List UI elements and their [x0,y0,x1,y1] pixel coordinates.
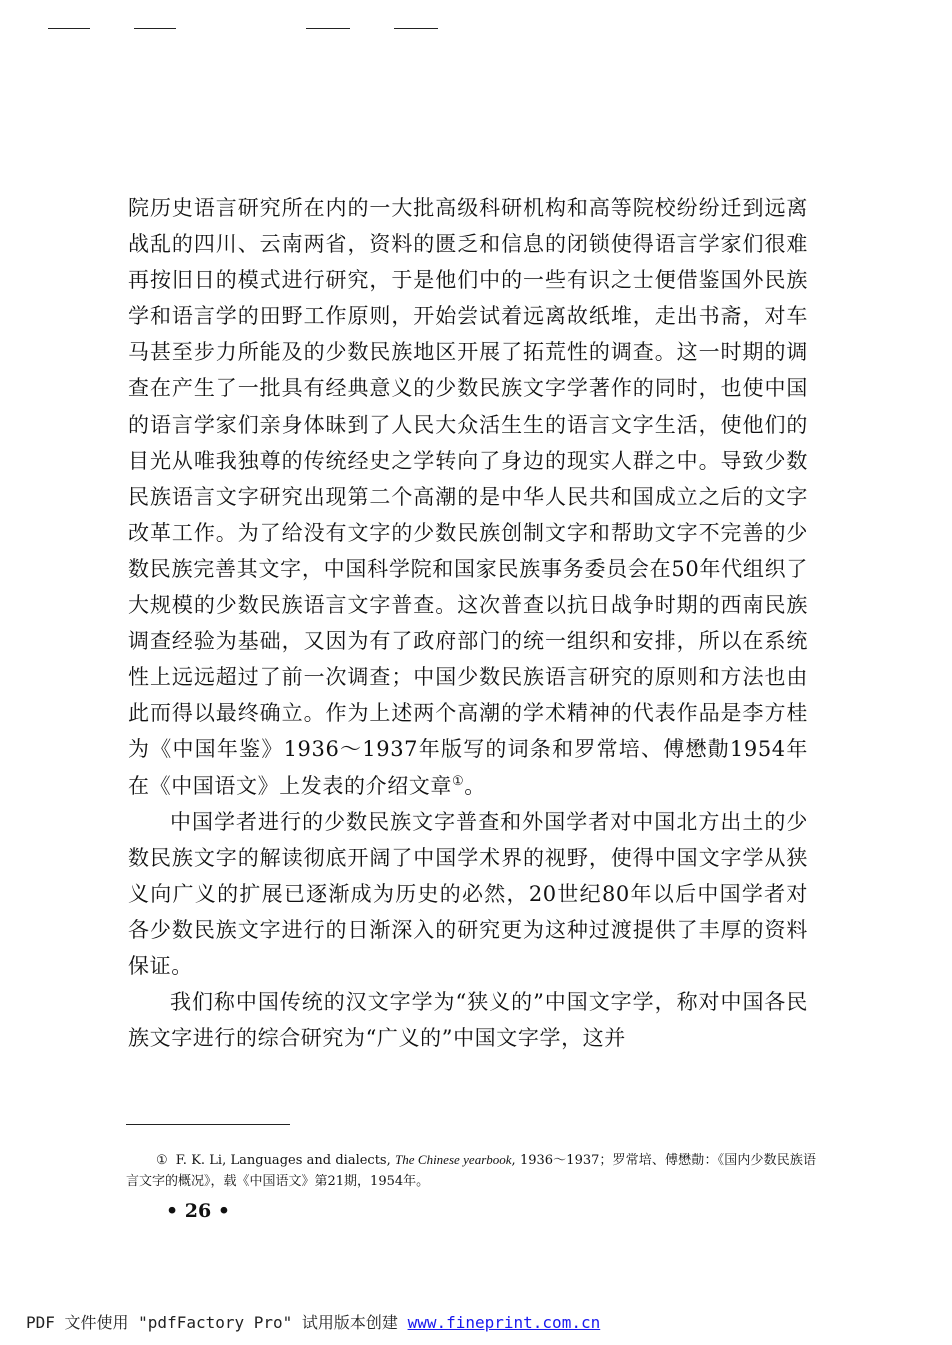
footnote-part1: F. K. Li, Languages and dialects, [175,1153,391,1168]
paragraph-3: 我们称中国传统的汉文字学为“狭义的”中国文字学，称对中国各民族文字进行的综合研究为“广义的”中国文字学，这并 [128,990,808,1051]
page-number: • 26 • [166,1200,230,1222]
header-rule-3 [306,28,350,29]
header-rule-2 [134,28,176,29]
paragraph-2: 中国学者进行的少数民族文字普查和外国学者对中国北方出土的少数民族文字的解读彻底开阔了中国学术界的视野，使得中国文字学从狭义向广义的扩展已逐渐成为历史的必然，20世纪80年以后中国学者对各少数民族文字进行的日渐深入的研究更为这种过渡提供了丰厚的资料保证。 [128,809,808,978]
paragraph-1-text: 院历史语言研究所在内的一大批高级科研机构和高等院校纷纷迁到远离战乱的四川、云南两省，资料的匮乏和信息的闭锁使得语言学家们很难再按旧日的模式进行研究，于是他们中的一些有识之士便借鉴国外民族学和语言学的田野工作原则，开始尝试着远离故纸堆，走出书斋，对车马甚至步力所能及的少数民族地区开展了拓荒性的调查。这一时期的调查在产生了一批具有经典意义的少数民族文字学著作的同时，也使中国的语言学家们亲身体昧到了人民大众活生生的语言文字生活，使他们的目光从唯我独尊的传统经史之学转向了身边的现实人群之中。导致少数民族语言文字研究出现第二个高潮的是中华人民共和国成立之后的文字改革工作。为了给没有文字的少数民族创制文字和帮助文字不完善的少数民族完善其文字，中国科学院和国家民族事务委员会在50年代组织了大规模的少数民族语言文字普查。这次普查以抗日战争时期的西南民族调查经验为基础，又因为有了政府部门的统一组织和安排，所以在系统性上远远超过了前一次调查；中国少数民族语言研究的原则和方法也由此而得以最终确立。作为上述两个高潮的学术精神的代表作品是李方桂为《中国年鉴》1936～1937年版写的词条和罗常培、傅懋勣1954年在《中国语文》上发表的介绍文章 [128,196,808,798]
pdf-footer [26,1310,600,1333]
footnote-rule [126,1124,290,1125]
footnote-italic-title: The Chinese yearbook [395,1152,512,1167]
footnote [126,1149,816,1192]
footnote-part2: , 1936～1937；罗常培、傅懋勣：《国内少数民族语言文字的概况》，载《中国语文》第21期，1954年。 [126,1153,817,1189]
header-rule-1 [48,28,90,29]
footnote-mark: ① [156,1153,168,1168]
pdf-footer-link[interactable]: www.fineprint.com.cn [407,1313,601,1332]
paragraph-1 [128,190,808,804]
header-rule-4 [394,28,438,29]
body-text [128,190,808,1056]
paragraph-1-end: 。 [464,773,486,798]
footnote-reference[interactable]: ① [452,773,465,789]
pdf-footer-text: PDF 文件使用 "pdfFactory Pro" 试用版本创建 [26,1313,408,1332]
